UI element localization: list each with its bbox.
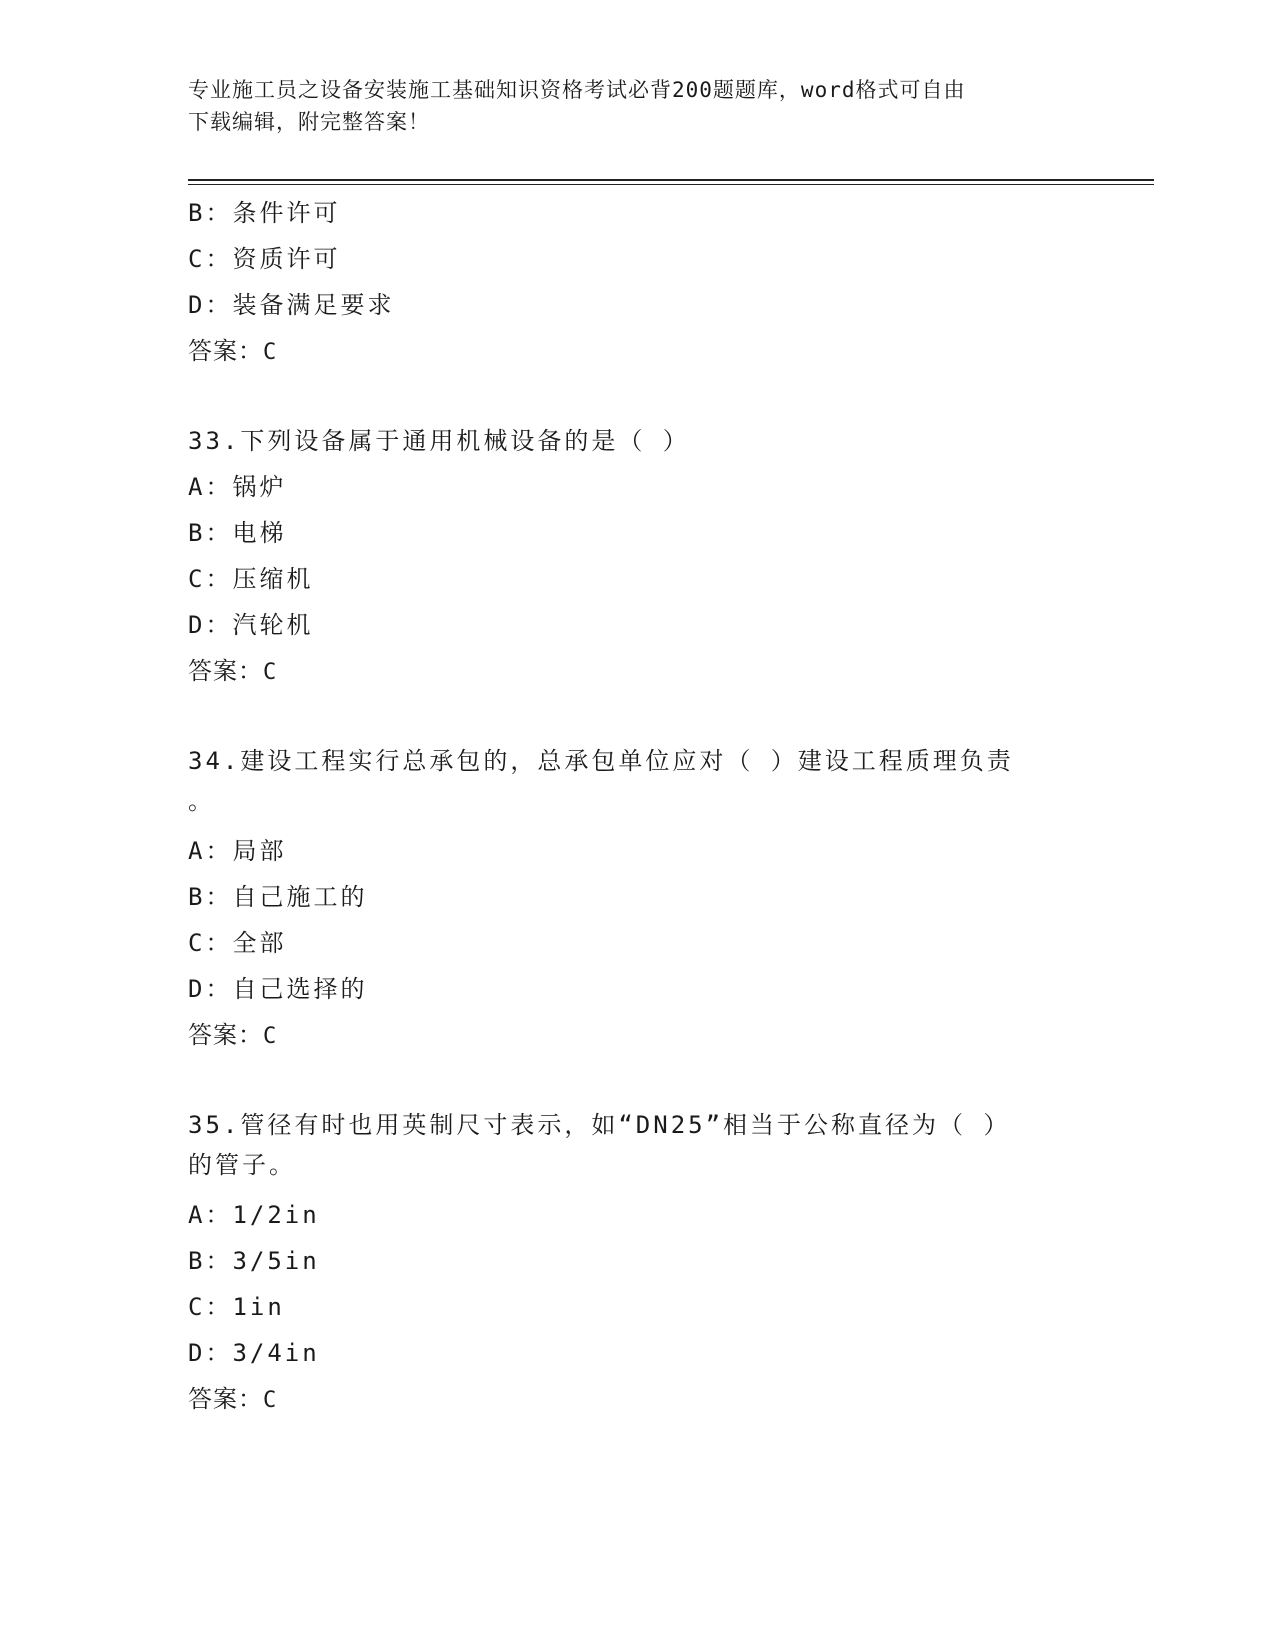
option-d: D：装备满足要求 [188, 291, 395, 319]
option-d: D：3/4in [188, 1339, 320, 1367]
answer-line [188, 1012, 1068, 1058]
header-title-line1: 专业施工员之设备安装施工基础知识资格考试必背200题题库，word格式可自由 [188, 78, 966, 102]
question-stem-continued: 。 [188, 787, 215, 815]
question-block-34 [188, 738, 1068, 1058]
option-d: D：汽轮机 [188, 611, 314, 639]
option-d: D：自己选择的 [188, 975, 368, 1003]
question-stem: 35.管径有时也用英制尺寸表示，如“DN25”相当于公称直径为（ ） [188, 1111, 1011, 1139]
answer-line [188, 1376, 1068, 1422]
answer-line [188, 648, 1068, 694]
option-c: C：压缩机 [188, 565, 314, 593]
answer-label: 答案： [188, 1021, 263, 1049]
answer-value: C [263, 340, 278, 365]
answer-label: 答案： [188, 337, 263, 365]
option-c: C：资质许可 [188, 245, 341, 273]
document-header [188, 74, 1068, 138]
option-b: B：3/5in [188, 1247, 320, 1275]
answer-value: C [263, 1024, 278, 1049]
option-a: A：1/2in [188, 1201, 320, 1229]
question-block-35 [188, 1102, 1068, 1422]
answer-label: 答案： [188, 1385, 263, 1413]
question-block-33 [188, 418, 1068, 694]
option-a: A：局部 [188, 837, 287, 865]
question-stem: 33.下列设备属于通用机械设备的是（ ） [188, 427, 690, 455]
question-stem: 34.建设工程实行总承包的，总承包单位应对（ ）建设工程质理负责 [188, 747, 1014, 775]
question-stem-continued: 的管子。 [188, 1151, 296, 1179]
option-a: A：锅炉 [188, 473, 287, 501]
answer-value: C [263, 1388, 278, 1413]
answer-line [188, 328, 1068, 374]
question-block-prev [188, 190, 1068, 374]
option-c: C：1in [188, 1293, 285, 1321]
option-b: B：电梯 [188, 519, 287, 547]
answer-value: C [263, 660, 278, 685]
option-b: B：自己施工的 [188, 883, 368, 911]
header-divider-thin [188, 184, 1154, 185]
answer-label: 答案： [188, 657, 263, 685]
question-list [188, 190, 1068, 1422]
option-c: C：全部 [188, 929, 287, 957]
header-title-line2: 下载编辑，附完整答案！ [188, 110, 430, 134]
header-divider-thick [188, 179, 1154, 181]
option-b: B：条件许可 [188, 199, 341, 227]
